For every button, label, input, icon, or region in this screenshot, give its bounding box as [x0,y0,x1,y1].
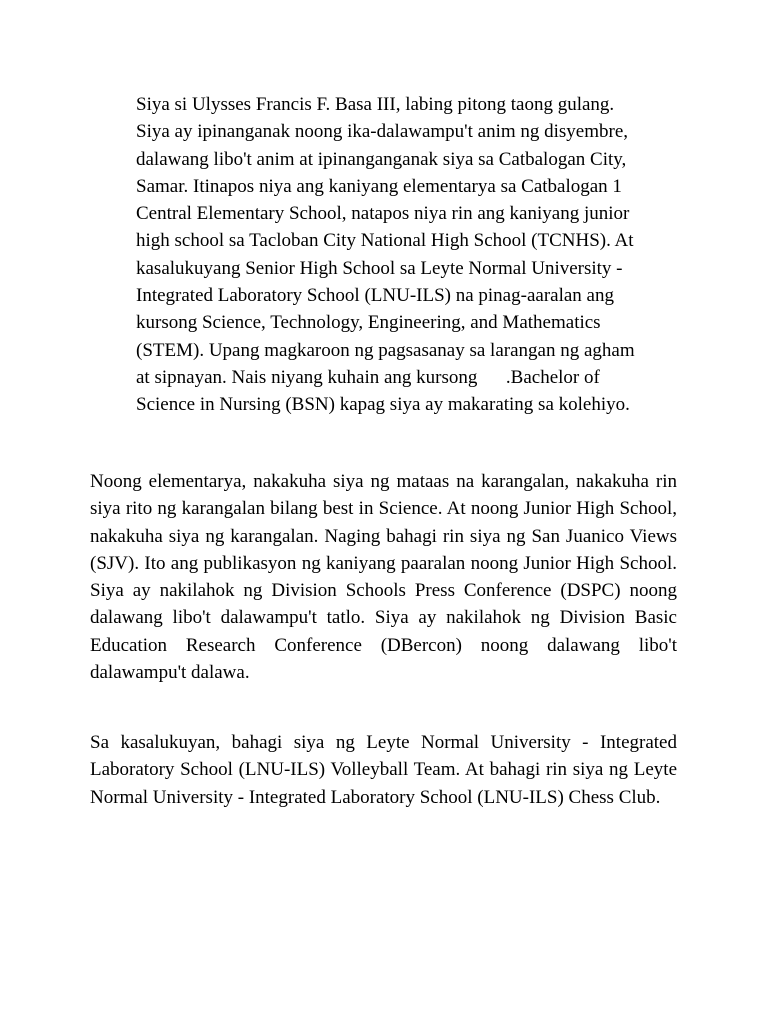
paragraph-line: Siya ay ipinanganak noong ika-dalawampu't anim ng disyembre, [136,121,629,143]
paragraph-line: Integrated Laboratory School (LNU-ILS) na pinag-aaralan ang [136,285,614,307]
paragraph-line: high school sa Tacloban City National High School (TCNHS). At [136,230,634,252]
paragraph-line: (STEM). Upang magkaroon ng pagsasanay sa larangan ng agham [136,339,635,361]
paragraph-line: kursong Science, Technology, Engineering, and Mathematics [136,312,601,334]
paragraph-line: Science in Nursing (BSN) kapag siya ay makarating sa kolehiyo. [136,394,630,416]
paragraph-line: Siya si Ulysses Francis F. Basa III, labing pitong taong gulang. [136,94,615,115]
paragraph-current-activities: Sa kasalukuyan, bahagi siya ng Leyte Normal University - Integrated Laboratory School (LNU-ILS) Volleyball Team. At bahagi rin siya ng Leyte Normal University - Integrated Laboratory School (LNU-ILS) Chess Club. [90,732,677,808]
paragraph-line: Central Elementary School, natapos niya rin ang kaniyang junior [136,203,630,225]
paragraph-line: dalawang libo't anim at ipinanganganak siya sa Catbalogan City, [136,148,627,170]
paragraph-line: Samar. Itinapos niya ang kaniyang elementarya sa Catbalogan 1 [136,175,622,197]
paragraph-biography [136,91,676,419]
paragraph-line: kasalukuyang Senior High School sa Leyte Normal University - [136,257,623,279]
paragraph-achievements: Noong elementarya, nakakuha siya ng mataas na karangalan, nakakuha rin siya rito ng karangalan bilang best in Science. At noong Junior High School, nakakuha siya ng karangalan. Naging bahagi rin siya ng San Juanico Views (SJV). Ito ang publikasyon ng kaniyang paaralan noong Junior High School. Siya ay nakilahok ng Division Schools Press Conference (DSPC) noong dalawang libo't dalawampu't tatlo. Siya ay nakilahok ng Division Basic Education Research Conference (DBercon) noong dalawang libo't dalawampu't dalawa. [90,471,677,684]
paragraph-line: at sipnayan. Nais niyang kuhain ang kursong .Bachelor of [136,366,600,388]
